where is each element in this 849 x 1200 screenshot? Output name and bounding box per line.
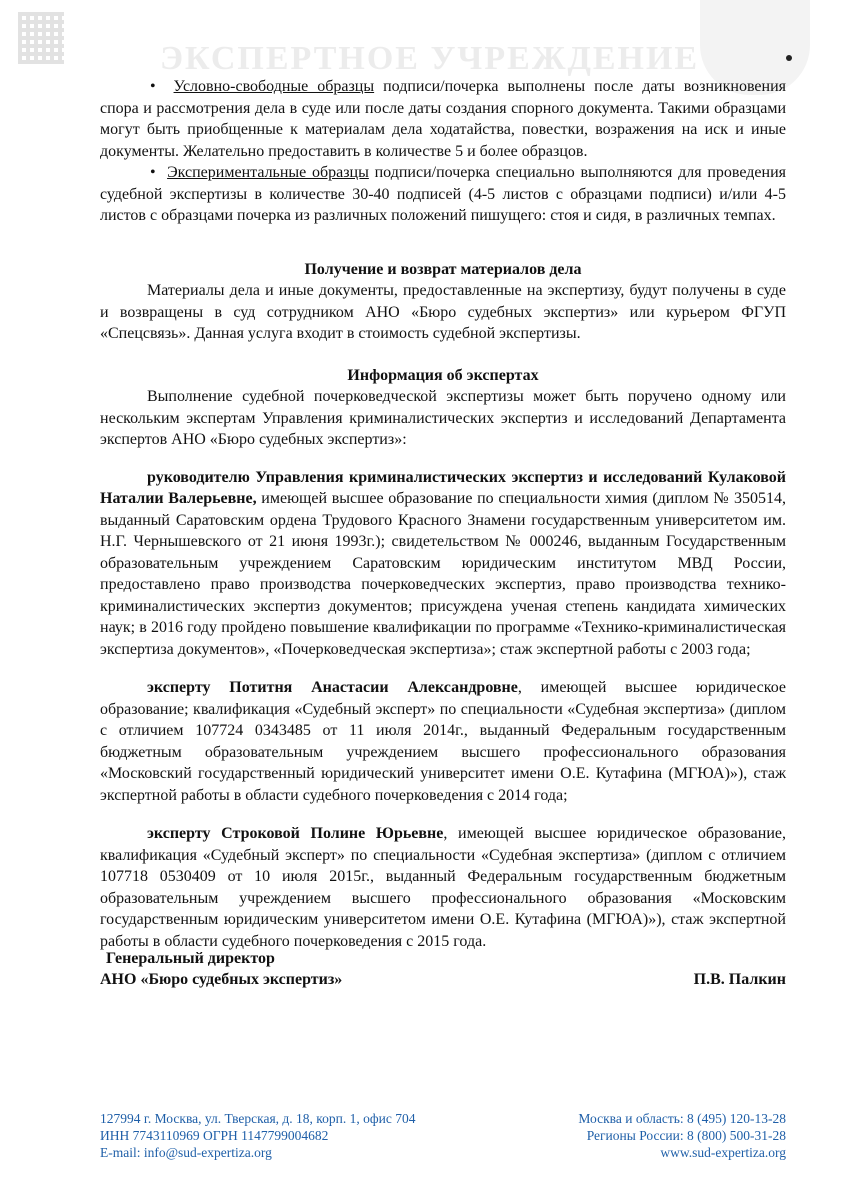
document-body bbox=[100, 76, 786, 969]
qr-code-bleed bbox=[18, 12, 64, 64]
bullet-conditional-samples: • Условно-свободные образцы подписи/почерка выполнены после даты возникновения спора и рассмотрения дела в суде или после даты создания спорного документа. Такими образцами могут быть приобщенные к материалам дела ходатайства, повестки, возражения на иск и иные документы. Желательно предоставить в количестве 5 и более образцов. bbox=[100, 78, 787, 160]
expert-strokova bbox=[100, 823, 786, 952]
expert-name: руководителю Управления криминалистических экспертиз и исследований Кулаковой Наталии Валерьевне, bbox=[100, 468, 786, 507]
expert-kulakova bbox=[100, 467, 786, 661]
bullet-text: подписи/почерка выполнены после даты возникновения спора и рассмотрения дела в суде или после даты создания спорного документа. Такими образцами могут быть приобщенные к материалам дела ходатайства, повестки, возражения на иск и иные документы. Желательно предоставить в количестве 5 и более образцов. bbox=[100, 78, 787, 160]
footer-inn: ИНН 7743110969 ОГРН 1147799004682 bbox=[100, 1128, 329, 1143]
bullet-text: подписи/почерка специально выполняются для проведения судебной экспертизы в количестве 30-40 подписей (4-5 листов с образцами подписи) и/или 4-5 листов с образцами почерка из различных положений пишущего: стоя и сидя, в различных темпах. bbox=[100, 164, 786, 224]
footer-email[interactable]: E-mail: info@sud-expertiza.org bbox=[100, 1145, 272, 1160]
experts-heading: Информация об экспертах bbox=[347, 366, 539, 384]
expert-details: , имеющей высшее юридическое образование, квалификация «Судебный эксперт» по специальности «Судебная экспертиза» (диплом с отличием 107718 0530409 от 10 июля 2015г., выданный Федеральным государственным бюджетным образовательным учреждением высшего профессионального образования «Московским государственным юридическим университетом имени О.Е. Кутафина (МГЮА)»), стаж экспертной работы в области судебного почерковедения с 2015 года. bbox=[100, 825, 787, 950]
bullet-experimental-samples: • Экспериментальные образцы подписи/почерка специально выполняются для проведения судебной экспертизы в количестве 30-40 подписей (4-5 листов с образцами подписи) и/или 4-5 листов с образцами почерка из различных положений пишущего: стоя и сидя, в различных темпах. bbox=[100, 164, 786, 224]
signature-position: Генеральный директор bbox=[106, 950, 275, 967]
ink-dot bbox=[786, 55, 792, 61]
signature-org: АНО «Бюро судебных экспертиз» bbox=[100, 971, 343, 988]
footer-address: 127994 г. Москва, ул. Тверская, д. 18, корп. 1, офис 704 bbox=[100, 1111, 416, 1126]
expert-details: , имеющей высшее юридическое образование; квалификация «Судебный эксперт» по специальности «Судебная экспертиза» (диплом с отличием 107724 0343485 от 11 июля 2014г., выданный Федеральным государственным бюджетным образовательным учреждением высшего профессионального образования «Московский государственный юридический университет имени О.Е. Кутафина (МГЮА)»), стаж экспертной работы в области судебного почерковедения с 2014 года; bbox=[100, 679, 786, 804]
footer-phone-moscow: Москва и область: 8 (495) 120-13-28 bbox=[578, 1111, 786, 1126]
footer-phone-regions: Регионы России: 8 (800) 500-31-28 bbox=[586, 1128, 786, 1143]
expert-details: имеющей высшее образование по специальности химия (диплом № 350514, выданный Саратовским ордена Трудового Красного Знамени государственным университетом им. Н.Г. Чернышевского от 21 июня 1993г.); свидетельством № 000246, выданным Государственным образовательным учреждением Саратовским юридическим институтом МВД России, предоставлено право производства почерковедческих экспертиз, право производства технико-криминалистических экспертиз документов; присуждена ученая степень кандидата химических наук; в 2016 году пройдено повышение квалификации по программе «Технико-криминалистическая экспертиза документов», «Почерковедческая экспертиза»; стаж экспертной работы с 2003 года; bbox=[100, 490, 786, 658]
materials-heading: Получение и возврат материалов дела bbox=[304, 260, 582, 278]
expert-name: эксперту Потитня Анастасии Александровне bbox=[147, 679, 518, 696]
materials-text: Материалы дела и иные документы, предоставленные на экспертизу, будут получены в суде и возвращены в суд сотрудником АНО «Бюро судебных экспертиз» или курьером ФГУП «Спецсвязь». Данная услуга входит в стоимость судебной экспертизы. bbox=[100, 282, 786, 342]
signature-block bbox=[100, 948, 786, 990]
watermark-title: ЭКСПЕРТНОЕ УЧРЕЖДЕНИЕ bbox=[160, 40, 700, 77]
bullet-term: Условно-свободные образцы bbox=[173, 78, 375, 95]
footer-website[interactable]: www.sud-expertiza.org bbox=[660, 1145, 786, 1160]
expert-potitnya bbox=[100, 677, 786, 806]
signature-name: П.В. Палкин bbox=[693, 971, 786, 988]
bullet-term: Экспериментальные образцы bbox=[167, 164, 369, 181]
experts-intro: Выполнение судебной почерковедческой экспертизы может быть поручено одному или нескольким экспертам Управления криминалистических экспертиз и исследований Департамента экспертов АНО «Бюро судебных экспертиз»: bbox=[100, 388, 786, 448]
expert-name: эксперту Строковой Полине Юрьевне bbox=[147, 825, 444, 842]
